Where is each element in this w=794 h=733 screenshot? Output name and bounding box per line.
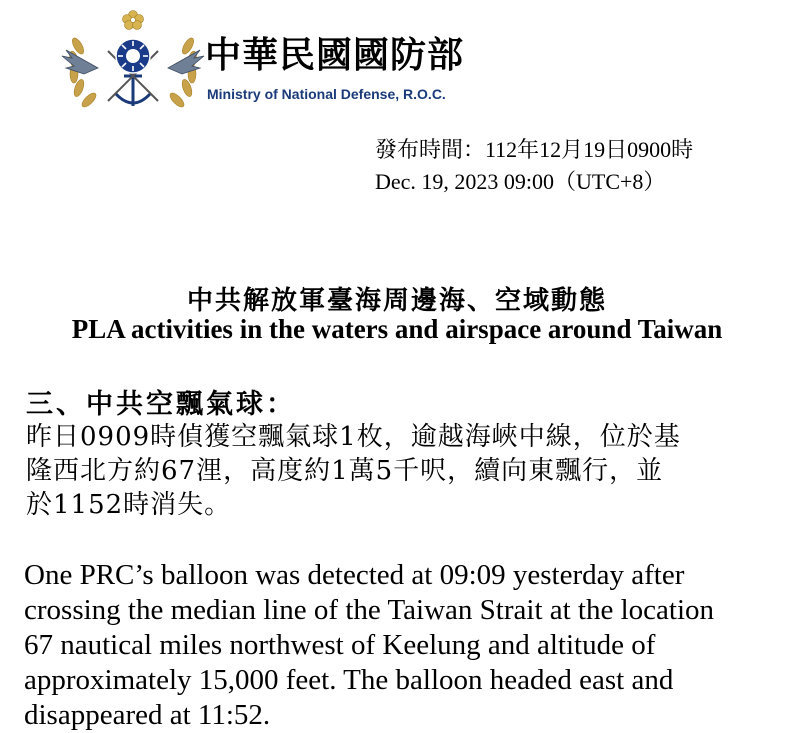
org-name-en: Ministry of National Defense, R.O.C. — [207, 86, 446, 102]
body-zh-line: 於1152時消失。 — [26, 490, 232, 520]
body-zh — [26, 420, 786, 522]
title-en: PLA activities in the waters and airspace around Taiwan — [71, 314, 723, 344]
body-en — [24, 558, 794, 733]
header — [58, 6, 508, 116]
release-time — [375, 134, 693, 198]
org-name-zh: 中華民國國防部 — [205, 35, 465, 76]
section-heading: 三、中共空飄氣球： — [26, 389, 296, 420]
title-zh: 中共解放軍臺海周邊海、空域動態 — [186, 286, 607, 316]
body-zh-line: 昨日0909時偵獲空飄氣球1枚，逾越海峽中線，位於基 — [26, 422, 681, 452]
body-en-line: One PRC’s balloon was detected at 09:09 yesterday after — [24, 559, 685, 591]
release-time-zh: 發布時間：112年12月19日0900時 — [375, 137, 694, 162]
body-en-line: 67 nautical miles northwest of Keelung and altitude of — [24, 629, 656, 661]
body-en-line: approximately 15,000 feet. The balloon headed east and — [24, 664, 674, 696]
body-en-line: crossing the median line of the Taiwan Strait at the location — [24, 594, 715, 626]
body-zh-line: 隆西北方約67浬，高度約1萬5千呎，續向東飄行，並 — [26, 456, 664, 486]
release-time-en: Dec. 19, 2023 09:00（UTC+8） — [375, 169, 666, 194]
mnd-emblem-icon — [58, 6, 208, 116]
body-en-line: disappeared at 11:52. — [24, 699, 271, 731]
